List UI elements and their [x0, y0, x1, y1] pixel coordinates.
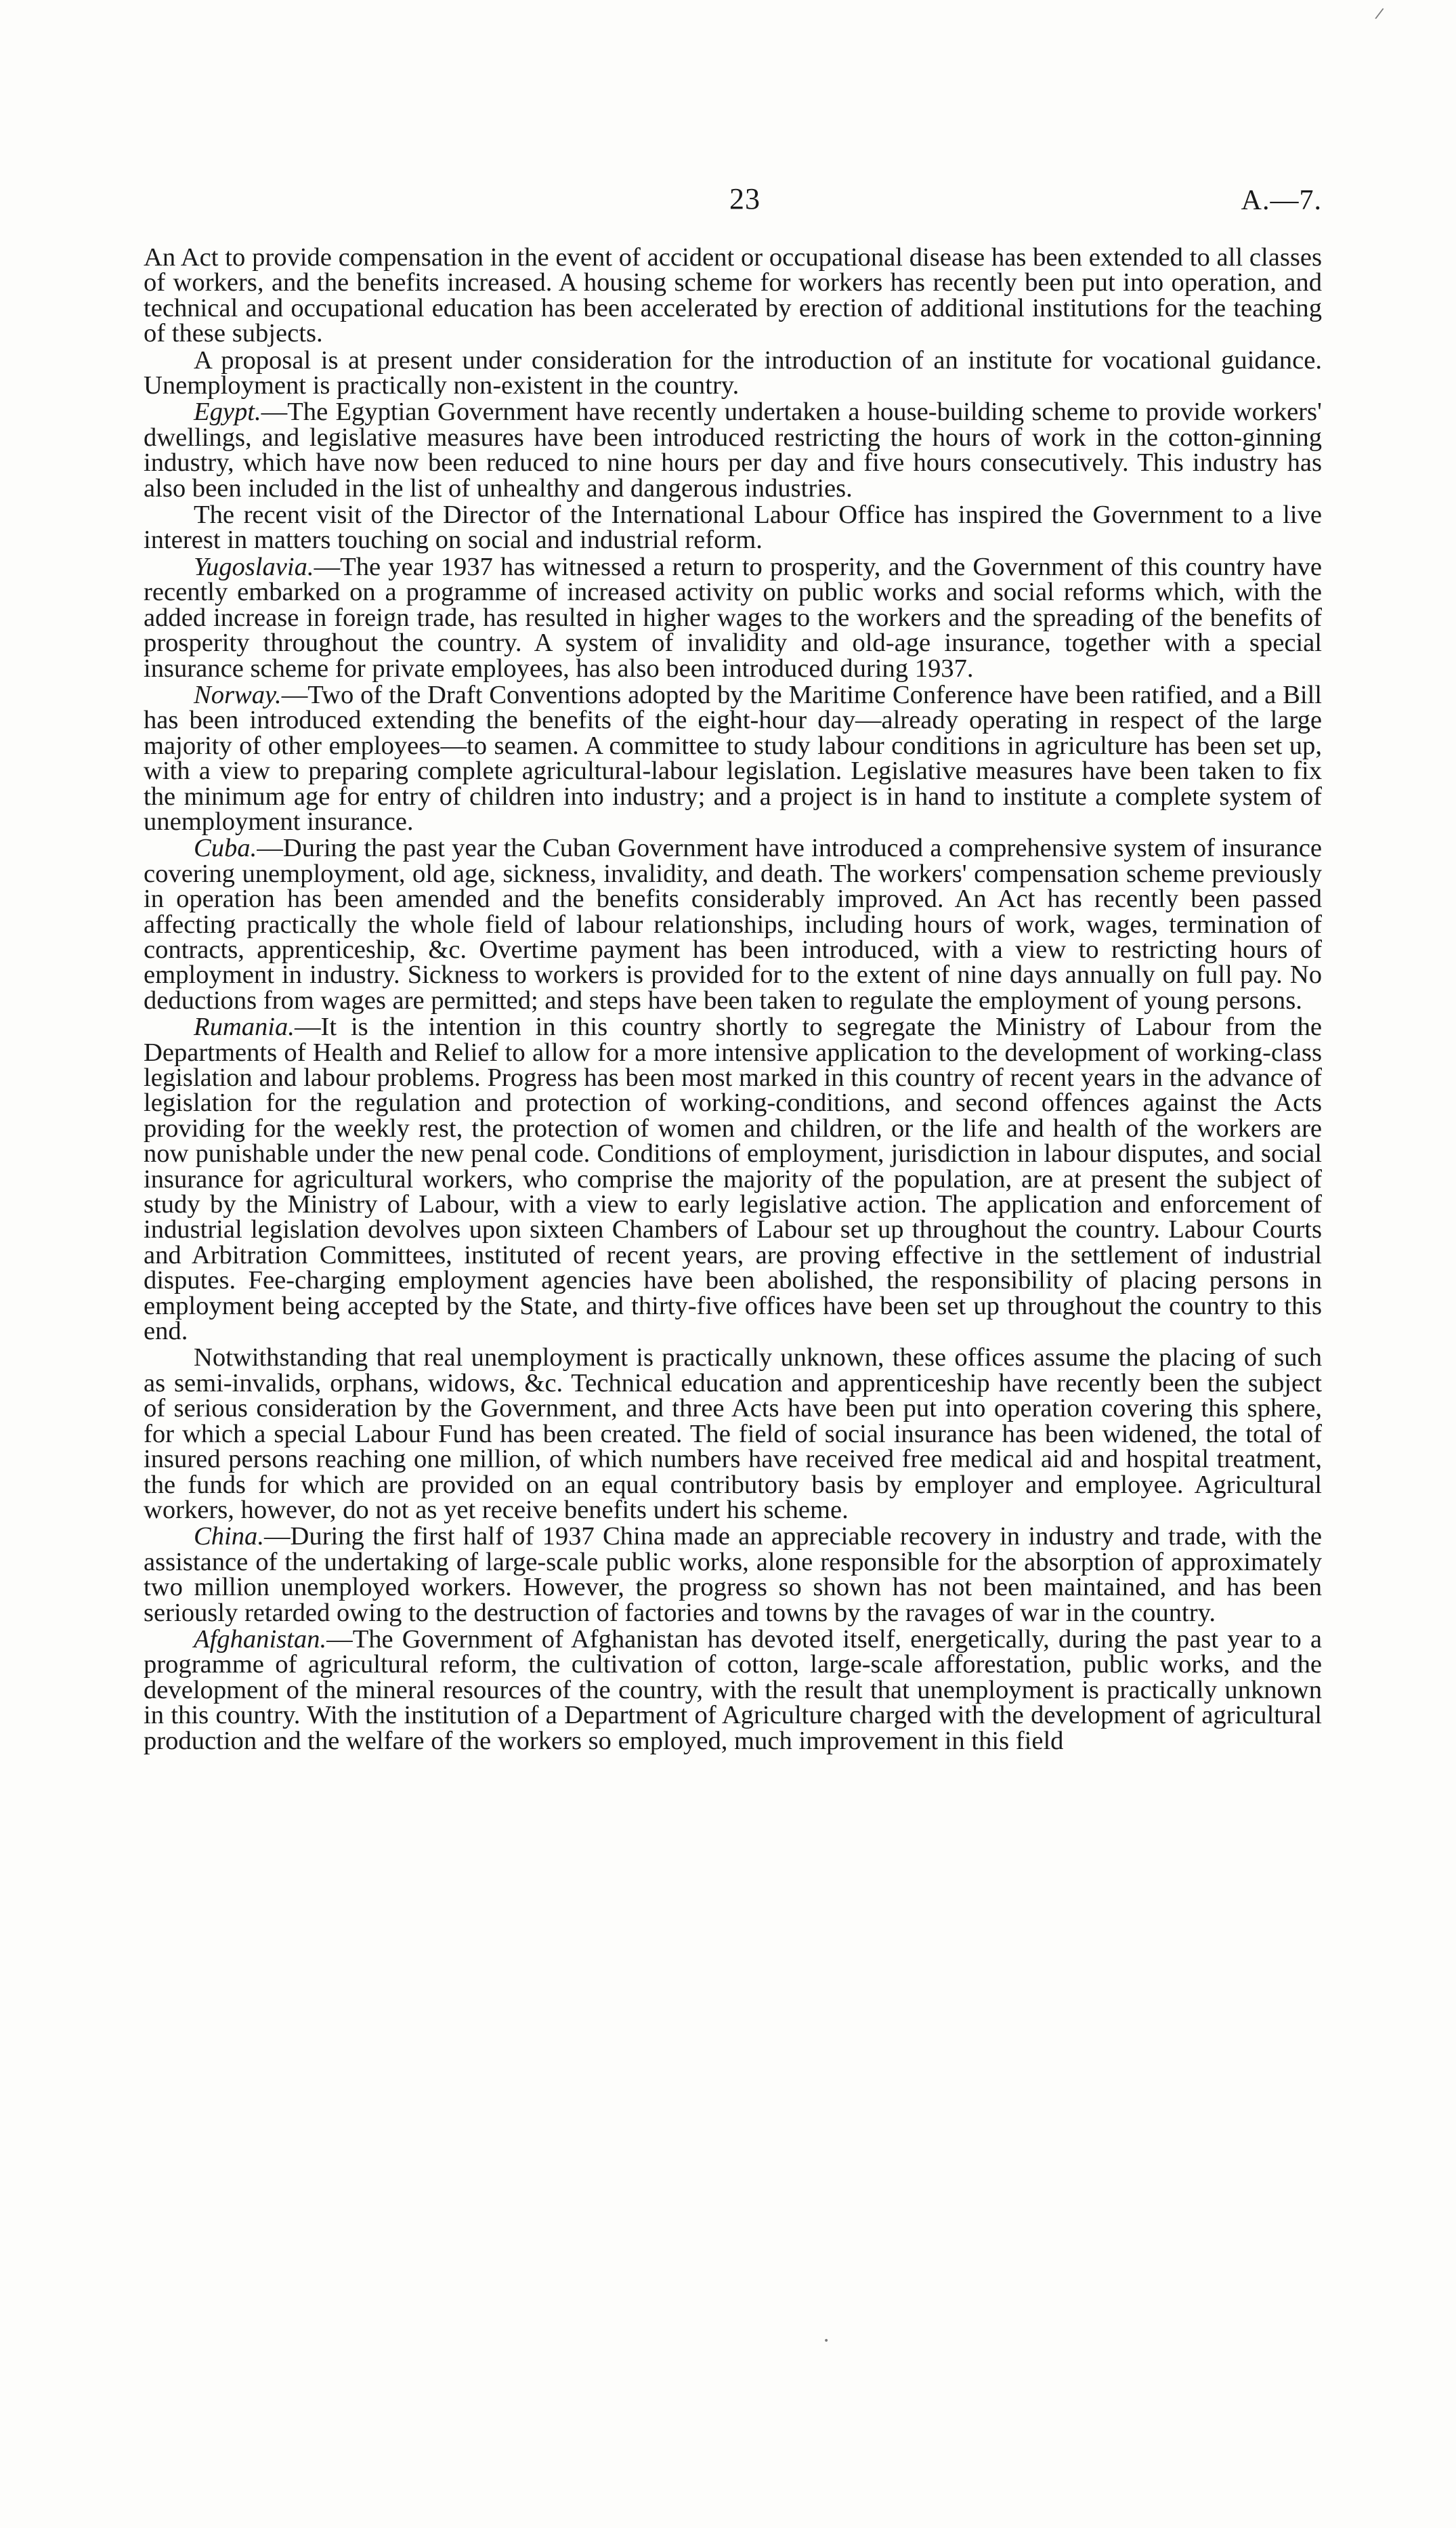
paragraph-text: The recent visit of the Director of the International Labour Office has inspired the Government to a live interest in matters touching on social and industrial reform.	[144, 501, 1322, 555]
paragraph-text: —Two of the Draft Conventions adopted by the Maritime Conference have been ratified, and a Bill has been introduced extending the benefits of the eight-hour day—already operating in respect of the large majority of other employees—to seamen. A committee to study labour conditions in agriculture has been set up, with a view to preparing complete agricultural-labour legislation. Legislative measures have been taken to fix the minimum age for entry of children into industry; and a project is in hand to institute a complete system of unemployment insurance.	[144, 680, 1322, 836]
paragraph-text: —The Egyptian Government have recently undertaken a house-building scheme to provide workers' dwellings, and legislative measures have been introduced restricting the hours of work in the cotton-ginning industry, which have now been reduced to nine hours per day and five hours consecutively. This industry has also been included in the list of unhealthy and dangerous industries.	[144, 398, 1322, 503]
paragraph-text: —During the first half of 1937 China made an appreciable recovery in industry and trade, with the assistance of the undertaking of large-scale public works, alone responsible for the absorption of approximately two million unemployed workers. However, the progress so shown has not been maintained, and has been seriously retarded owing to the destruction of factories and towns by the ravages of war in the country.	[144, 1522, 1322, 1627]
country-heading-norway: Norway.	[194, 680, 282, 709]
paragraph-opening	[144, 245, 1322, 347]
paragraph-norway	[144, 680, 1322, 836]
country-heading-afghanistan: Afghanistan.	[194, 1624, 327, 1653]
paragraph-afghanistan	[144, 1624, 1322, 1755]
paragraph-text: A proposal is at present under consideration for the introduction of an institute for vocational guidance. Unemployment is practically non-existent in the country.	[144, 345, 1322, 400]
paragraph-china	[144, 1524, 1322, 1626]
stray-mark-bottom: •	[823, 2336, 830, 2346]
page-number: 23	[729, 182, 761, 215]
paragraph-text: Notwithstanding that real unemployment is practically unknown, these offices assume the placing of such as semi-invalids, orphans, widows, &c. Technical education and apprenticeship have recently been the subject of serious consideration by the Government, and three Acts have been put into operation covering this sphere, for which a special Labour Fund has been created. The field of social insurance has been widened, the total of insured persons reaching one million, of which numbers have received free medical aid and hospital treatment, the funds for which are provided on an equal contributory basis by employer and employee. Agricultural workers, however, do not as yet receive benefits undert his scheme.	[144, 1343, 1322, 1524]
country-heading-china: China.	[194, 1522, 264, 1551]
country-heading-cuba: Cuba.	[194, 834, 257, 863]
country-heading-rumania: Rumania.	[194, 1013, 295, 1042]
stray-mark-top: /	[1373, 5, 1385, 23]
paragraph-cuba	[144, 836, 1322, 1013]
paragraph-egypt	[144, 400, 1322, 501]
document-reference: A.—7.	[1241, 185, 1322, 216]
paragraph-ilo-visit	[144, 503, 1322, 553]
paragraph-rumania	[144, 1015, 1322, 1344]
paragraph-yugoslavia	[144, 552, 1322, 683]
paragraph-text: —The Government of Afghanistan has devoted itself, energetically, during the past year to a programme of agricultural reform, the cultivation of cotton, large-scale afforestation, public works, and the development of the mineral resources of the country, with the result that unemployment is practically unknown in this country. With the institution of a Department of Agriculture charged with the development of agricultural production and the welfare of the workers so employed, much improvement in this field	[144, 1624, 1322, 1755]
country-heading-egypt: Egypt.	[194, 398, 261, 427]
paragraph-vocational-guidance	[144, 345, 1322, 400]
body-text	[144, 245, 1322, 1755]
paragraph-text: —During the past year the Cuban Government have introduced a comprehensive system of insurance covering unemployment, old age, sickness, invalidity, and death. The workers' compensation scheme previously in operation has been amended and the benefits considerably improved. An Act has recently been passed affecting practically the whole field of labour relationships, including hours of work, wages, termination of contracts, apprenticeship, &c. Overtime payment has been introduced, with a view to restricting hours of employment in industry. Sickness to workers is provided for to the extent of nine days annually on full pay. No deductions from wages are permitted; and steps have been taken to regulate the employment of young persons.	[144, 834, 1322, 1015]
country-heading-yugoslavia: Yugoslavia.	[194, 552, 314, 581]
paragraph-text: An Act to provide compensation in the event of accident or occupational disease has been extended to all classes of workers, and the benefits increased. A housing scheme for workers has recently been put into operation, and technical and occupational education has been accelerated by erection of additional institutions for the teaching of these subjects.	[144, 243, 1322, 348]
paragraph-rumania-continued	[144, 1345, 1322, 1523]
paragraph-text: —It is the intention in this country shortly to segregate the Ministry of Labour from the Departments of Health and Relief to allow for a more intensive application to the development of working-class legislation and labour problems. Progress has been most marked in this country of recent years in the advance of legislation for the regulation and protection of working-conditions, and second offences against the Acts providing for the weekly rest, the protection of women and children, or the life and health of the workers are now punishable under the new penal code. Conditions of employment, jurisdiction in labour disputes, and social insurance for agricultural workers, who comprise the majority of the population, are at present the subject of study by the Ministry of Labour, with a view to early legislative action. The application and enforcement of industrial legislation devolves upon sixteen Chambers of Labour set up throughout the country. Labour Courts and Arbitration Committees, instituted of recent years, are proving effective in the settlement of industrial disputes. Fee-charging employment agencies have been abolished, the responsibility of placing persons in employment being accepted by the State, and thirty-five offices have been set up throughout the country to this end.	[144, 1013, 1322, 1346]
paragraph-text: —The year 1937 has witnessed a return to prosperity, and the Government of this country have recently embarked on a programme of increased activity on public works and social reforms which, with the added increase in foreign trade, has resulted in higher wages to the workers and the spreading of the benefits of prosperity throughout the country. A system of invalidity and old-age insurance, together with a special insurance scheme for private employees, has also been introduced during 1937.	[144, 552, 1322, 683]
